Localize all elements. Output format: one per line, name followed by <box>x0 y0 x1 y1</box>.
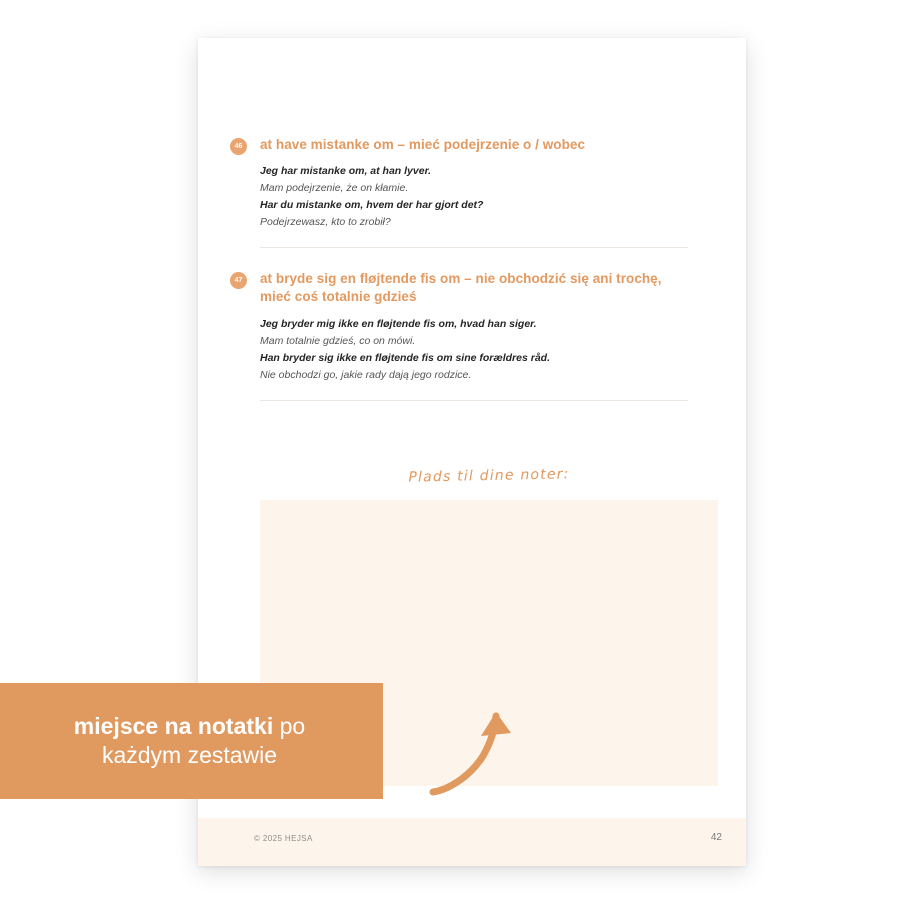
callout-text <box>60 712 323 771</box>
example-sentence-danish: Har du mistanke om, hvem der har gjort det? <box>260 199 484 212</box>
callout-second-line: każdym zestawie <box>101 742 278 768</box>
callout-rest-label: po <box>273 712 306 739</box>
page-footer <box>198 818 746 866</box>
notes-heading: Plads til dine noter: <box>408 466 570 486</box>
list-item <box>234 136 688 248</box>
list-item <box>234 270 688 400</box>
example-sentence-polish: Podejrzewasz, kto to zrobił? <box>260 216 391 229</box>
copyright-text: © 2025 HEJSA <box>254 834 313 843</box>
example-sentence-polish: Mam totalnie gdzieś, co on mówi. <box>260 334 416 347</box>
entry-title: at have mistanke om – mieć podejrzenie o / wobec <box>260 137 586 152</box>
entry-list <box>234 136 688 401</box>
example-sentence-danish: Jeg har mistanke om, at han lyver. <box>260 165 431 178</box>
page-number: 42 <box>710 832 722 843</box>
entry-title: at bryde sig en fløjtende fis om – nie obchodzić się ani trochę, mieć coś totalnie gdzieś <box>260 271 662 305</box>
entry-number-badge: 47 <box>230 272 247 289</box>
callout-banner <box>0 683 383 799</box>
entry-number-badge: 46 <box>230 138 247 155</box>
example-sentence-polish: Mam podejrzenie, że on kłamie. <box>260 182 409 195</box>
callout-bold-label: miejsce na notatki <box>73 712 274 739</box>
example-sentence-polish: Nie obchodzi go, jakie rady dają jego rodzice. <box>260 368 472 381</box>
example-sentence-danish: Han bryder sig ikke en fløjtende fis om sine forældres råd. <box>260 351 550 364</box>
example-sentence-danish: Jeg bryder mig ikke en fløjtende fis om, hvad han siger. <box>260 317 537 330</box>
